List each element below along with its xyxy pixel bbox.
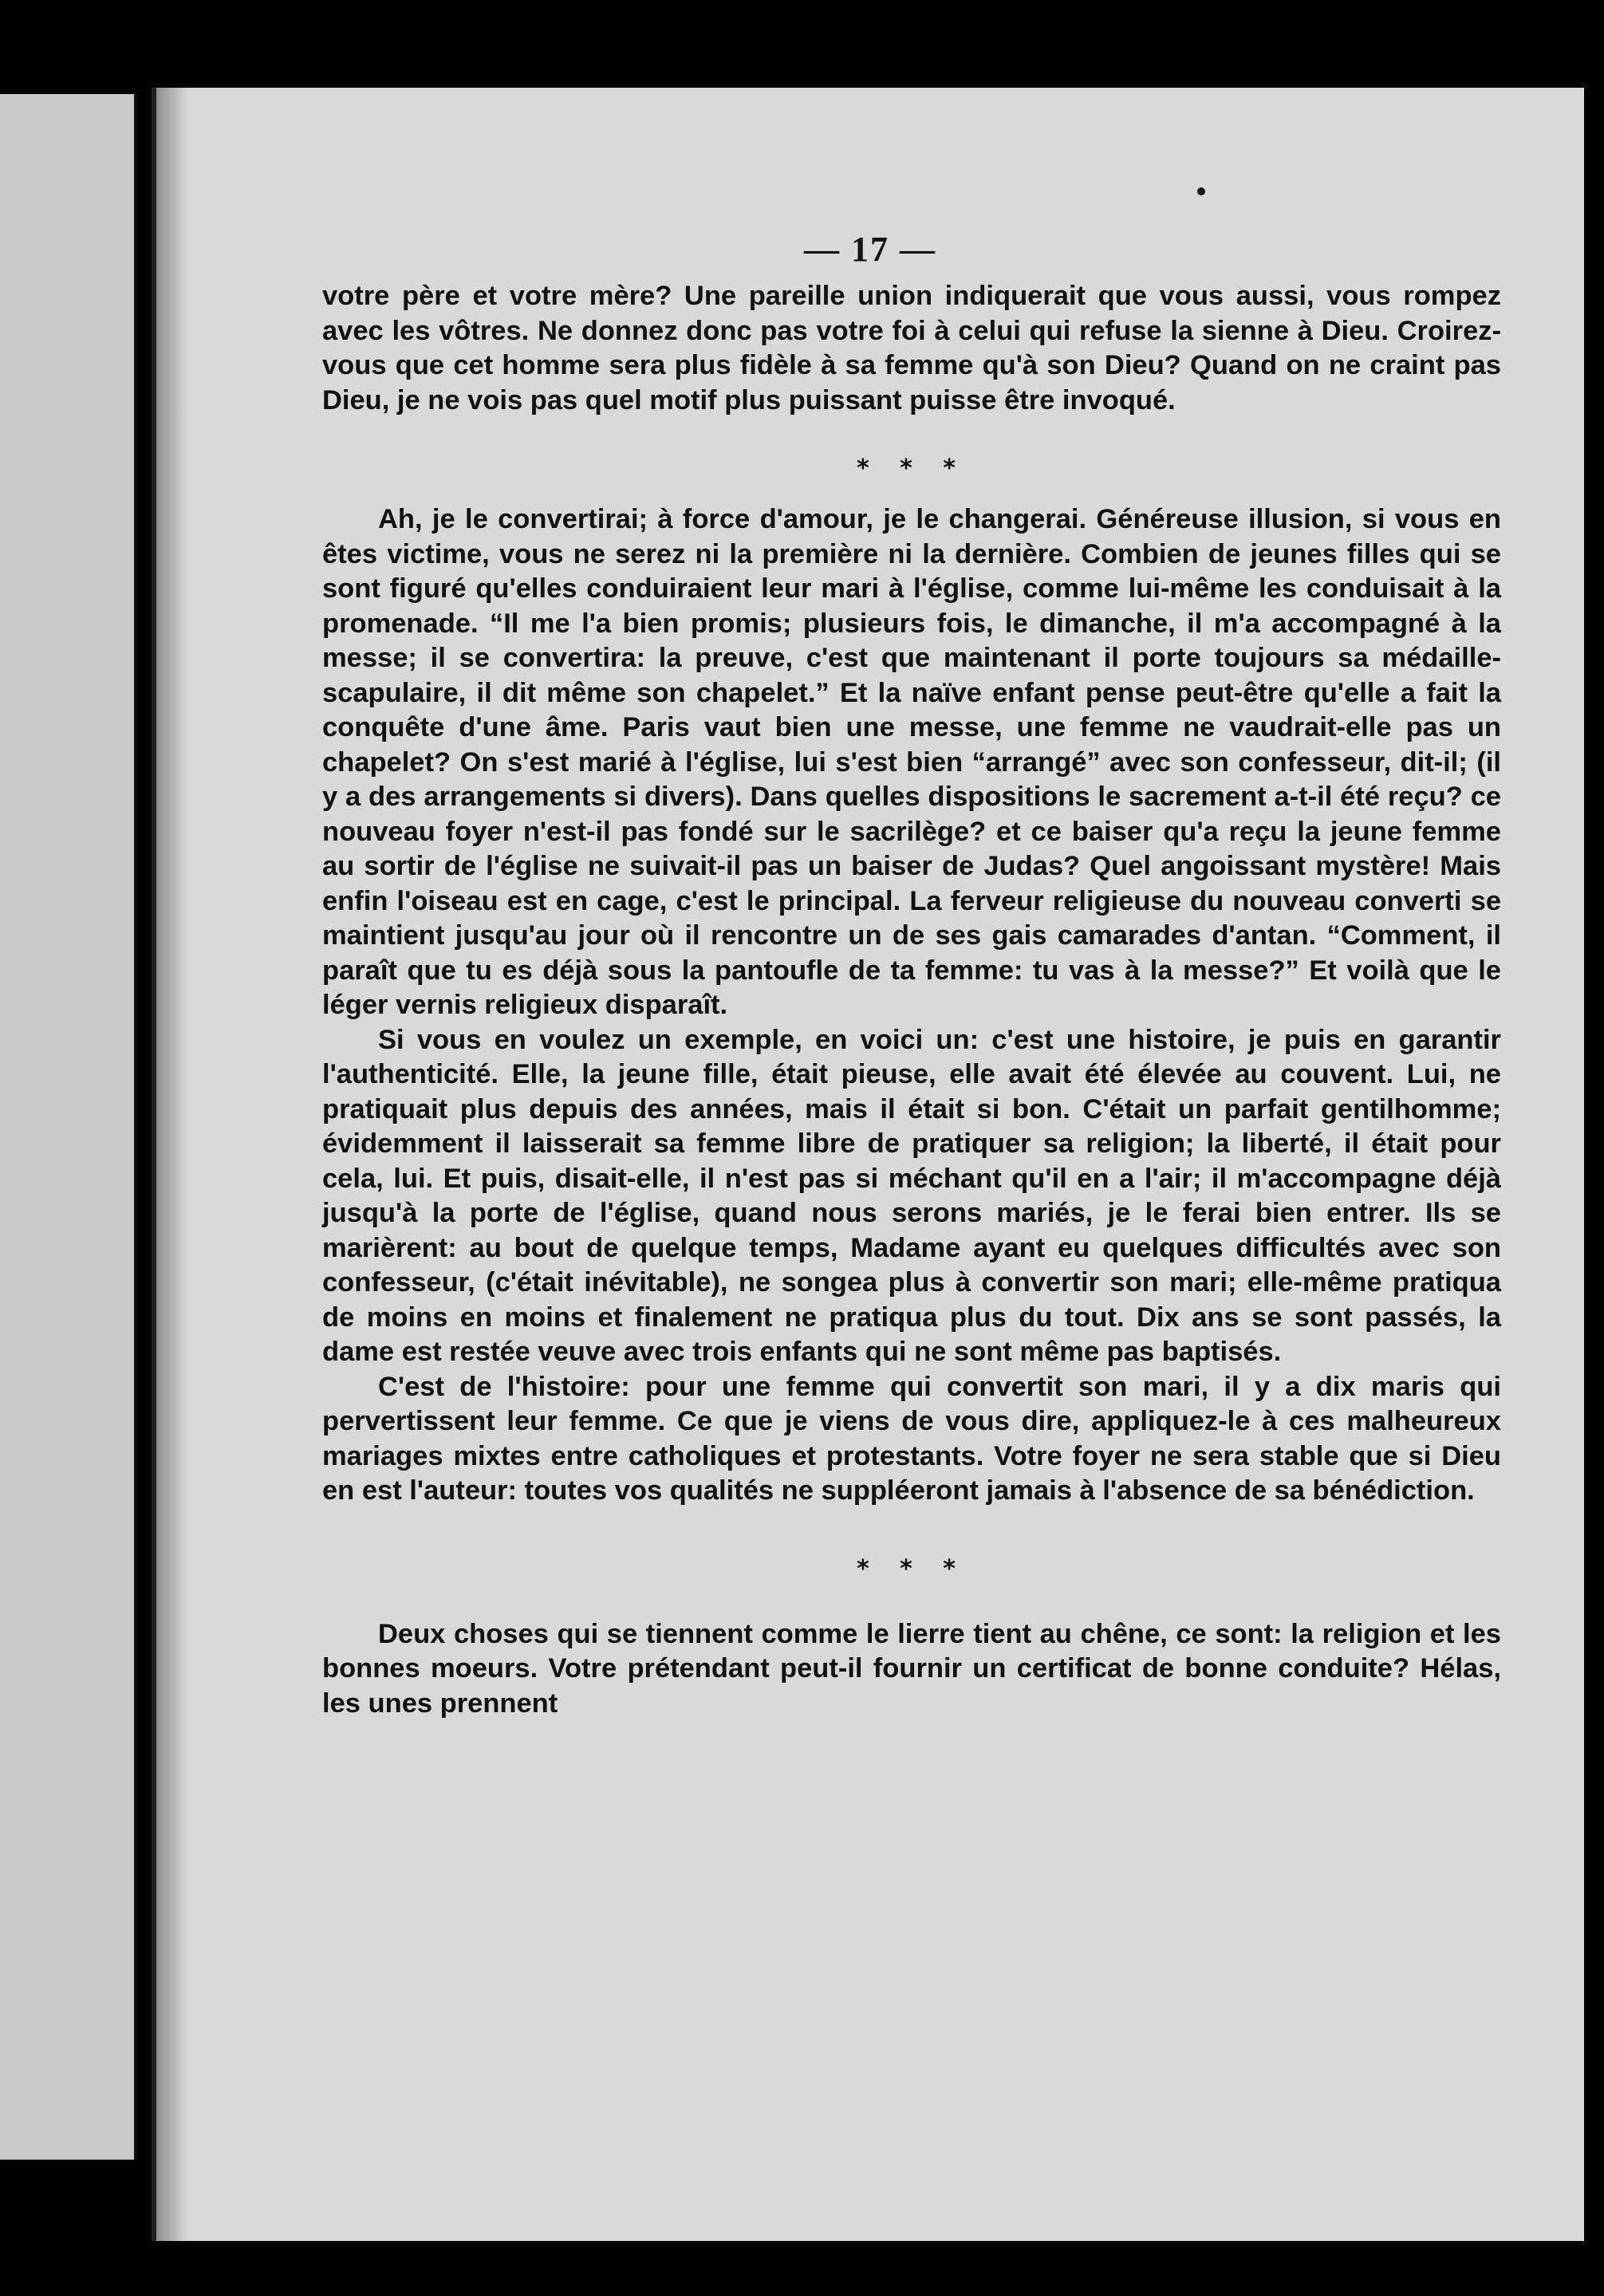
page <box>152 88 1584 2241</box>
section-separator: * * * <box>857 455 967 482</box>
paragraph-3: Si vous en voulez un exemple, en voici un: c'est une histoire, je puis en garantir l'authenticité. Elle, la jeune fille, était pieuse, elle avait été élevée au couvent. Lui, ne pratiquait plus depuis des années, mais il était si bon. C'était un parfait gentilhomme; évidemment il laisserait sa femme libre de pratiquer sa religion; la liberté, il était pour cela, lui. Et puis, disait-elle, il n'est pas si méchant qu'il en a l'air; il m'accompagne déjà jusqu'à la porte de l'église, quand nous serons mariés, je le ferai bien entrer. Ils se marièrent: au bout de quelque temps, Madame ayant eu quelques difficultés avec son confesseur, (c'était inévitable), ne songea plus à convertir son mari; elle-même pratiqua de moins en moins et finalement ne pratiqua plus du tout. Dix ans se sont passés, la dame est restée veuve avec trois enfants qui ne sont même pas baptisés. <box>322 1024 1501 1367</box>
binding-shadow <box>156 88 188 2241</box>
paragraph-4: C'est de l'histoire: pour une femme qui convertit son mari, il y a dix maris qui pervertissent leur femme. Ce que je viens de vous dire, appliquez-le à ces malheureux mariages mixtes entre catholiques et protestants. Votre foyer ne sera stable que si Dieu en est l'auteur: toutes vos qualités ne suppléeront jamais à l'absence de sa bénédiction. <box>322 1371 1501 1506</box>
ink-speck <box>1197 187 1205 195</box>
page-number: — 17 — <box>804 230 936 269</box>
paragraph-1: votre père et votre mère? Une pareille union indiquerait que vous aussi, vous rompez avec les vôtres. Ne donnez donc pas votre foi à celui qui refuse la sienne à Dieu. Croirez-vous que cet homme sera plus fidèle à sa femme qu'à son Dieu? Quand on ne craint pas Dieu, je ne vois pas quel motif plus puissant puisse être invoqué. <box>322 281 1501 415</box>
paragraph-5: Deux choses qui se tiennent comme le lierre tient au chêne, ce sont: la religion et les bonnes moeurs. Votre prétendant peut-il fournir un certificat de bonne conduite? Hélas, les unes prennent <box>322 1618 1501 1719</box>
section-separator: * * * <box>857 1554 967 1583</box>
paragraph-2: Ah, je le convertirai; à force d'amour, je le changerai. Généreuse illusion, si vous en êtes victime, vous ne serez ni la première ni la dernière. Combien de jeunes filles qui se sont figuré qu'elles conduiraient leur mari à l'église, comme lui-même les conduisait à la promenade. “Il me l'a bien promis; plusieurs fois, le dimanche, il m'a accompagné à la messe; il se convertira: la preuve, c'est que maintenant il porte toujours sa médaille-scapulaire, il dit même son chapelet.” Et la naïve enfant pense peut-être qu'elle a fait la conquête d'une âme. Paris vaut bien une messe, une femme ne vaudrait-elle pas un chapelet? On s'est marié à l'église, lui s'est bien “arrangé” avec son confesseur, dit-il; (il y a des arrangements si divers). Dans quelles dispositions le sacrement a-t-il été reçu? ce nouveau foyer n'est-il pas fondé sur le sacrilège? et ce baiser qu'a reçu la jeune femme au sortir de l'église ne suivait-il pas un baiser de Judas? Quel angoissant mystère! Mais enfin l'oiseau est en cage, c'est le principal. La ferveur religieuse du nouveau converti se maintient jusqu'au jour où il rencontre un de ses gais camarades d'antan. “Comment, il paraît que tu es déjà sous la pantoufle de ta femme: tu vas à la messe?” Et voilà que le léger vernis religieux disparaît. <box>322 504 1501 1020</box>
body-text <box>322 279 1501 1721</box>
adjacent-page-edge <box>0 94 137 2160</box>
